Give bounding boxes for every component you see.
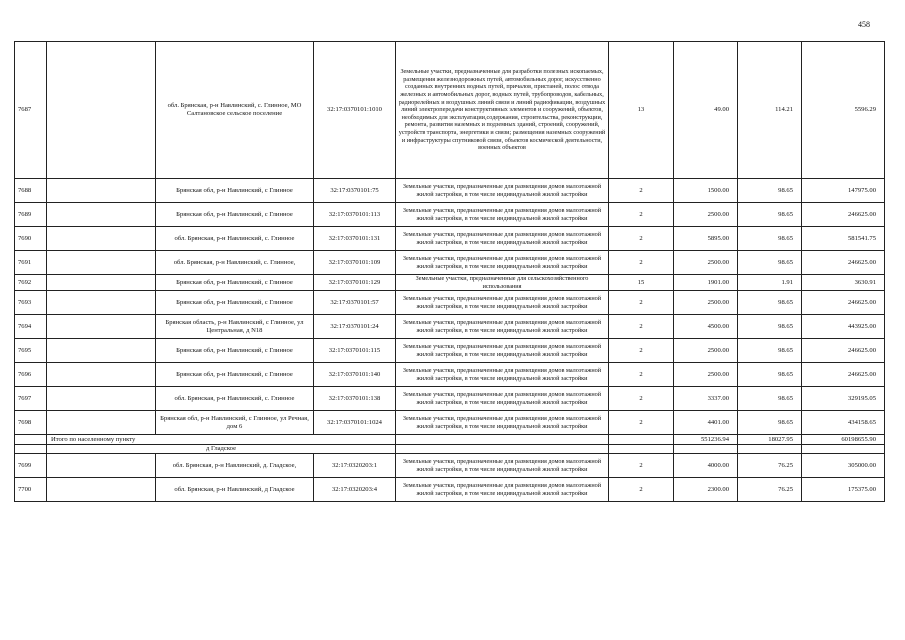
empty-cell xyxy=(47,251,156,275)
area-cell: 3337.00 xyxy=(674,387,738,411)
area-cell: 4500.00 xyxy=(674,315,738,339)
cadastral-number-cell: 32:17:0320203:4 xyxy=(314,478,396,502)
table-row xyxy=(15,227,885,251)
cadastral-value-cell: 5596.29 xyxy=(802,42,885,179)
empty-cell xyxy=(47,315,156,339)
group-cell: 2 xyxy=(609,411,674,435)
area-cell: 4000.00 xyxy=(674,454,738,478)
cadastral-number-cell: 32:17:0370101:57 xyxy=(314,291,396,315)
row-number: 7687 xyxy=(15,42,47,179)
land-purpose-cell: Земельные участки, предназначенные для сельскохозяйственного использования xyxy=(396,275,609,291)
cadastral-number-cell: 32:17:0370101:1010 xyxy=(314,42,396,179)
registry-summary xyxy=(15,435,885,454)
cadastral-value-cell: 246625.00 xyxy=(802,339,885,363)
empty-cell xyxy=(47,363,156,387)
cadastral-value-cell: 434158.65 xyxy=(802,411,885,435)
group-cell: 2 xyxy=(609,315,674,339)
address-cell: обл. Брянская, р-н Навлинский, с. Глинное xyxy=(156,387,314,411)
group-cell: 2 xyxy=(609,363,674,387)
row-number: 7688 xyxy=(15,179,47,203)
table-row xyxy=(15,339,885,363)
row-number: 7700 xyxy=(15,478,47,502)
land-purpose-cell: Земельные участки, предназначенные для размещения домов малоэтажной жилой застройки, в том числе индивидуальной жилой застройки xyxy=(396,387,609,411)
land-purpose-cell: Земельные участки, предназначенные для размещения домов малоэтажной жилой застройки, в том числе индивидуальной жилой застройки xyxy=(396,339,609,363)
table-row xyxy=(15,42,885,179)
area-cell: 49.00 xyxy=(674,42,738,179)
group-cell: 2 xyxy=(609,387,674,411)
group-cell: 2 xyxy=(609,179,674,203)
empty-cell xyxy=(47,411,156,435)
group-cell: 2 xyxy=(609,454,674,478)
cadastral-number-cell: 32:17:0320203:1 xyxy=(314,454,396,478)
cadastral-number-cell: 32:17:0370101:140 xyxy=(314,363,396,387)
rate-cell: 98.65 xyxy=(738,227,802,251)
empty-cell xyxy=(47,203,156,227)
group-cell: 13 xyxy=(609,42,674,179)
address-cell: Брянская обл, р-н Навлинский, с Глинное xyxy=(156,291,314,315)
rate-cell: 76.25 xyxy=(738,454,802,478)
land-purpose-cell: Земельные участки, предназначенные для размещения домов малоэтажной жилой застройки, в том числе индивидуальной жилой застройки xyxy=(396,454,609,478)
row-number: 7694 xyxy=(15,315,47,339)
total-row xyxy=(15,435,885,445)
row-number: 7692 xyxy=(15,275,47,291)
area-cell: 2500.00 xyxy=(674,251,738,275)
cadastral-value-cell: 3630.91 xyxy=(802,275,885,291)
group-cell: 2 xyxy=(609,203,674,227)
address-cell: Брянская обл, р-н Навлинский, с Глинное xyxy=(156,275,314,291)
empty-cell xyxy=(47,227,156,251)
empty-cell xyxy=(47,454,156,478)
empty-cell xyxy=(47,478,156,502)
table-row xyxy=(15,291,885,315)
empty-cell xyxy=(47,179,156,203)
rate-cell: 114.21 xyxy=(738,42,802,179)
cadastral-number-cell: 32:17:0370101:75 xyxy=(314,179,396,203)
table-row xyxy=(15,363,885,387)
land-purpose-cell: Земельные участки, предназначенные для размещения домов малоэтажной жилой застройки, в том числе индивидуальной жилой застройки xyxy=(396,291,609,315)
cadastral-number-cell: 32:17:0370101:129 xyxy=(314,275,396,291)
land-purpose-cell: Земельные участки, предназначенные для размещения домов малоэтажной жилой застройки, в том числе индивидуальной жилой застройки xyxy=(396,315,609,339)
cadastral-value-cell: 246625.00 xyxy=(802,363,885,387)
row-number: 7698 xyxy=(15,411,47,435)
cadastral-value-cell: 443925.00 xyxy=(802,315,885,339)
table-row xyxy=(15,454,885,478)
cadastral-number-cell: 32:17:0370101:109 xyxy=(314,251,396,275)
row-number: 7693 xyxy=(15,291,47,315)
rate-cell: 98.65 xyxy=(738,387,802,411)
area-cell: 2500.00 xyxy=(674,203,738,227)
table-row xyxy=(15,387,885,411)
land-purpose-cell: Земельные участки, предназначенные для размещения домов малоэтажной жилой застройки, в том числе индивидуальной жилой застройки xyxy=(396,251,609,275)
address-cell: Брянская обл, р-н Навлинский, с Глинное xyxy=(156,203,314,227)
area-cell: 2300.00 xyxy=(674,478,738,502)
land-purpose-cell: Земельные участки, предназначенные для размещения домов малоэтажной жилой застройки, в том числе индивидуальной жилой застройки xyxy=(396,478,609,502)
cadastral-value-cell: 581541.75 xyxy=(802,227,885,251)
rate-cell: 98.65 xyxy=(738,203,802,227)
group-cell: 2 xyxy=(609,478,674,502)
land-registry-table xyxy=(14,41,885,502)
land-purpose-cell: Земельные участки, предназначенные для размещения домов малоэтажной жилой застройки, в том числе индивидуальной жилой застройки xyxy=(396,179,609,203)
address-cell: Брянская обл, р-н Навлинский, с Глинное xyxy=(156,179,314,203)
address-cell: обл. Брянская, р-н Навлинский, д Гладское xyxy=(156,478,314,502)
address-cell: Брянская обл, р-н Навлинский, с Глинное xyxy=(156,363,314,387)
rate-cell: 98.65 xyxy=(738,291,802,315)
registry-body-glinnoe xyxy=(15,42,885,435)
cadastral-value-cell: 305000.00 xyxy=(802,454,885,478)
address-cell: обл. Брянская, р-н Навлинский, с. Глинное, xyxy=(156,251,314,275)
cadastral-number-cell: 32:17:0370101:24 xyxy=(314,315,396,339)
row-number: 7690 xyxy=(15,227,47,251)
rate-cell: 98.65 xyxy=(738,411,802,435)
row-number: 7697 xyxy=(15,387,47,411)
empty-cell xyxy=(47,387,156,411)
row-number: 7689 xyxy=(15,203,47,227)
land-purpose-cell: Земельные участки, предназначенные для размещения домов малоэтажной жилой застройки, в том числе индивидуальной жилой застройки xyxy=(396,203,609,227)
area-cell: 2500.00 xyxy=(674,291,738,315)
address-cell: обл. Брянская, р-н Навлинский, с. Глинное, МО Салтановское сельское поселение xyxy=(156,42,314,179)
rate-cell: 76.25 xyxy=(738,478,802,502)
row-number: 7695 xyxy=(15,339,47,363)
rate-cell: 1.91 xyxy=(738,275,802,291)
empty-cell xyxy=(47,291,156,315)
total-area: 551236.94 xyxy=(674,435,738,445)
address-cell: обл. Брянская, р-н Навлинский, с. Глинное xyxy=(156,227,314,251)
table-row xyxy=(15,203,885,227)
cadastral-value-cell: 175375.00 xyxy=(802,478,885,502)
area-cell: 2500.00 xyxy=(674,363,738,387)
cadastral-value-cell: 147975.00 xyxy=(802,179,885,203)
land-purpose-cell: Земельные участки, предназначенные для разработки полезных ископаемых, размещения железнодорожных путей, автомобильных дорог, искусственно созданных внутренних водных путей, причалов, пристаней, полос отвода железных и автомобильных дорог, водных путей, трубопроводов, кабельных, радиорелейных и воздушных линий связи и линий радиофикации, воздушных линий электропередачи конструктивных элементов и сооружений, объектов, необходимых для эксплуатации,содержания, строительства, реконструкции, ремонта, развития наземных и подземных зданий, строений, сооружений, устройств транспорта, энергетики и связи; размещения наземных сооружений и инфраструктуры спутниковой связи, объектов космической деятельности, военных объектов xyxy=(396,42,609,179)
area-cell: 5895.00 xyxy=(674,227,738,251)
cadastral-value-cell: 246625.00 xyxy=(802,203,885,227)
group-cell: 2 xyxy=(609,291,674,315)
cadastral-number-cell: 32:17:0370101:113 xyxy=(314,203,396,227)
group-cell: 2 xyxy=(609,339,674,363)
total-value: 60198655.90 xyxy=(802,435,885,445)
locality-row xyxy=(15,445,885,454)
address-cell: Брянская обл, р-н Навлинский, с Глинное xyxy=(156,339,314,363)
row-number: 7696 xyxy=(15,363,47,387)
table-row xyxy=(15,275,885,291)
table-row xyxy=(15,411,885,435)
rate-cell: 98.65 xyxy=(738,179,802,203)
row-number: 7699 xyxy=(15,454,47,478)
cadastral-value-cell: 246625.00 xyxy=(802,251,885,275)
rate-cell: 98.65 xyxy=(738,339,802,363)
registry-body-gladskoe xyxy=(15,454,885,502)
table-row xyxy=(15,315,885,339)
cadastral-value-cell: 329195.05 xyxy=(802,387,885,411)
address-cell: Брянская обл, р-н Навлинский, с Глинное, ул Речная, дом 6 xyxy=(156,411,314,435)
area-cell: 4401.00 xyxy=(674,411,738,435)
cadastral-number-cell: 32:17:0370101:138 xyxy=(314,387,396,411)
row-number: 7691 xyxy=(15,251,47,275)
page-number: 458 xyxy=(858,20,870,29)
total-rate: 18027.95 xyxy=(738,435,802,445)
cadastral-number-cell: 32:17:0370101:1024 xyxy=(314,411,396,435)
address-cell: обл. Брянская, р-н Навлинский, д. Гладское, xyxy=(156,454,314,478)
table-row xyxy=(15,179,885,203)
empty-cell xyxy=(47,339,156,363)
group-cell: 2 xyxy=(609,251,674,275)
empty-cell xyxy=(47,42,156,179)
land-purpose-cell: Земельные участки, предназначенные для размещения домов малоэтажной жилой застройки, в том числе индивидуальной жилой застройки xyxy=(396,227,609,251)
group-cell: 15 xyxy=(609,275,674,291)
cadastral-number-cell: 32:17:0370101:131 xyxy=(314,227,396,251)
area-cell: 1500.00 xyxy=(674,179,738,203)
total-label: Итого по населенному пункту xyxy=(47,435,396,445)
rate-cell: 98.65 xyxy=(738,251,802,275)
cadastral-number-cell: 32:17:0370101:115 xyxy=(314,339,396,363)
empty-cell xyxy=(47,275,156,291)
table-row xyxy=(15,251,885,275)
table-row xyxy=(15,478,885,502)
land-purpose-cell: Земельные участки, предназначенные для размещения домов малоэтажной жилой застройки, в том числе индивидуальной жилой застройки xyxy=(396,411,609,435)
rate-cell: 98.65 xyxy=(738,315,802,339)
area-cell: 1901.00 xyxy=(674,275,738,291)
cadastral-value-cell: 246625.00 xyxy=(802,291,885,315)
locality-label: д Гладское xyxy=(47,445,396,454)
group-cell: 2 xyxy=(609,227,674,251)
rate-cell: 98.65 xyxy=(738,363,802,387)
address-cell: Брянская область, р-н Навлинский, с Глинное, ул Центральная, д N18 xyxy=(156,315,314,339)
area-cell: 2500.00 xyxy=(674,339,738,363)
land-purpose-cell: Земельные участки, предназначенные для размещения домов малоэтажной жилой застройки, в том числе индивидуальной жилой застройки xyxy=(396,363,609,387)
